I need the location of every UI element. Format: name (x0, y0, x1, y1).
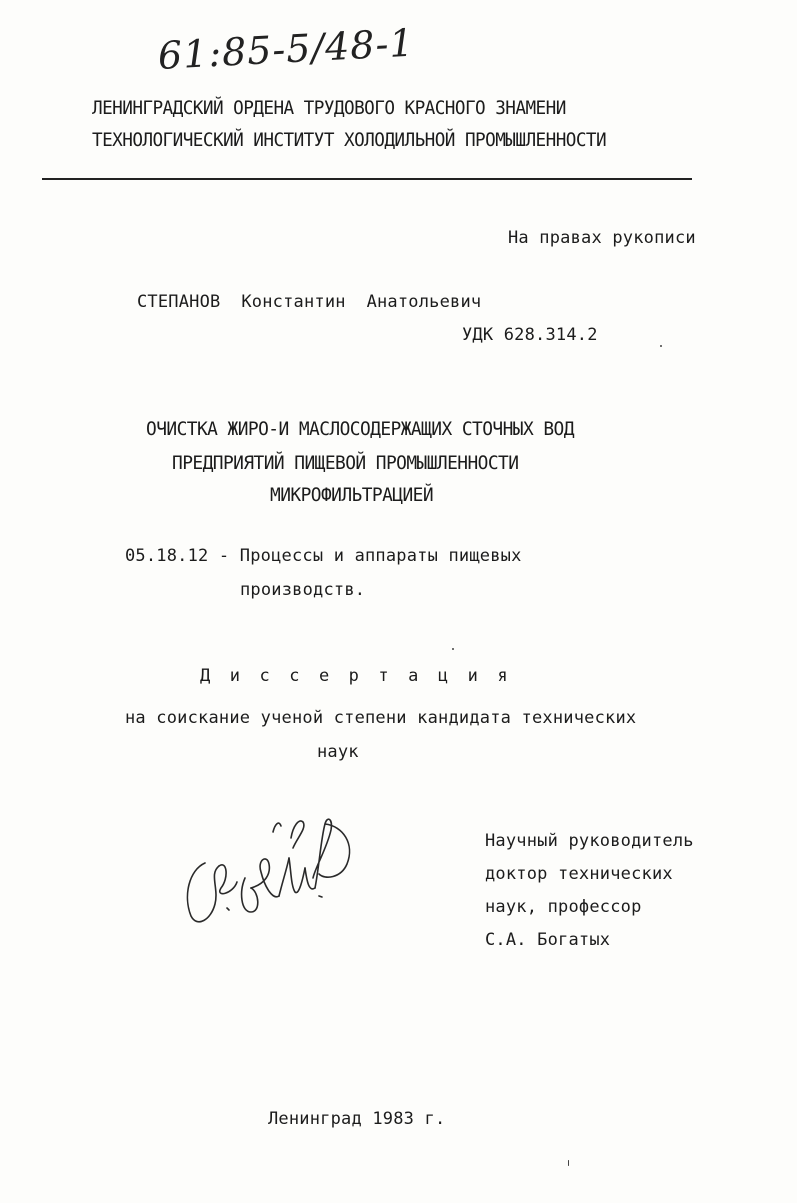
degree-line-1: на соискание ученой степени кандидата технических (125, 708, 637, 728)
supervisor-line-1: Научный руководитель (485, 831, 694, 851)
scan-speck (660, 345, 662, 347)
institution-line-2: ТЕХНОЛОГИЧЕСКИЙ ИНСТИТУТ ХОЛОДИЛЬНОЙ ПРОМЫШЛЕННОСТИ (92, 129, 607, 151)
archive-code: 61:85-5/48-1 (156, 20, 416, 78)
title-line-2: ПРЕДПРИЯТИЙ ПИЩЕВОЙ ПРОМЫШЛЕННОСТИ (172, 452, 519, 474)
title-line-1: ОЧИСТКА ЖИРО-И МАСЛОСОДЕРЖАЩИХ СТОЧНЫХ ВОД (146, 418, 574, 440)
supervisor-name: С.А. Богатых (485, 930, 611, 950)
header-divider (42, 178, 692, 180)
udc-code: УДК 628.314.2 (462, 325, 598, 345)
scan-speck (452, 648, 454, 650)
supervisor-line-3: наук, профессор (485, 897, 642, 917)
place-and-year: Ленинград 1983 г. (268, 1109, 446, 1129)
title-line-3: МИКРОФИЛЬТРАЦИЕЙ (270, 484, 434, 506)
document-type: Диссертация (200, 666, 528, 686)
scan-speck (568, 1160, 569, 1166)
specialty-line-2: производств. (240, 580, 366, 600)
manuscript-note: На правах рукописи (508, 228, 696, 248)
specialty-line-1: 05.18.12 - Процессы и аппараты пищевых (125, 546, 522, 566)
institution-line-1: ЛЕНИНГРАДСКИЙ ОРДЕНА ТРУДОВОГО КРАСНОГО ЗНАМЕНИ (92, 97, 566, 119)
degree-line-2: наук (317, 742, 359, 762)
author-name: СТЕПАНОВ Константин Анатольевич (137, 292, 482, 312)
supervisor-line-2: доктор технических (485, 864, 673, 884)
signature-image (175, 808, 365, 933)
